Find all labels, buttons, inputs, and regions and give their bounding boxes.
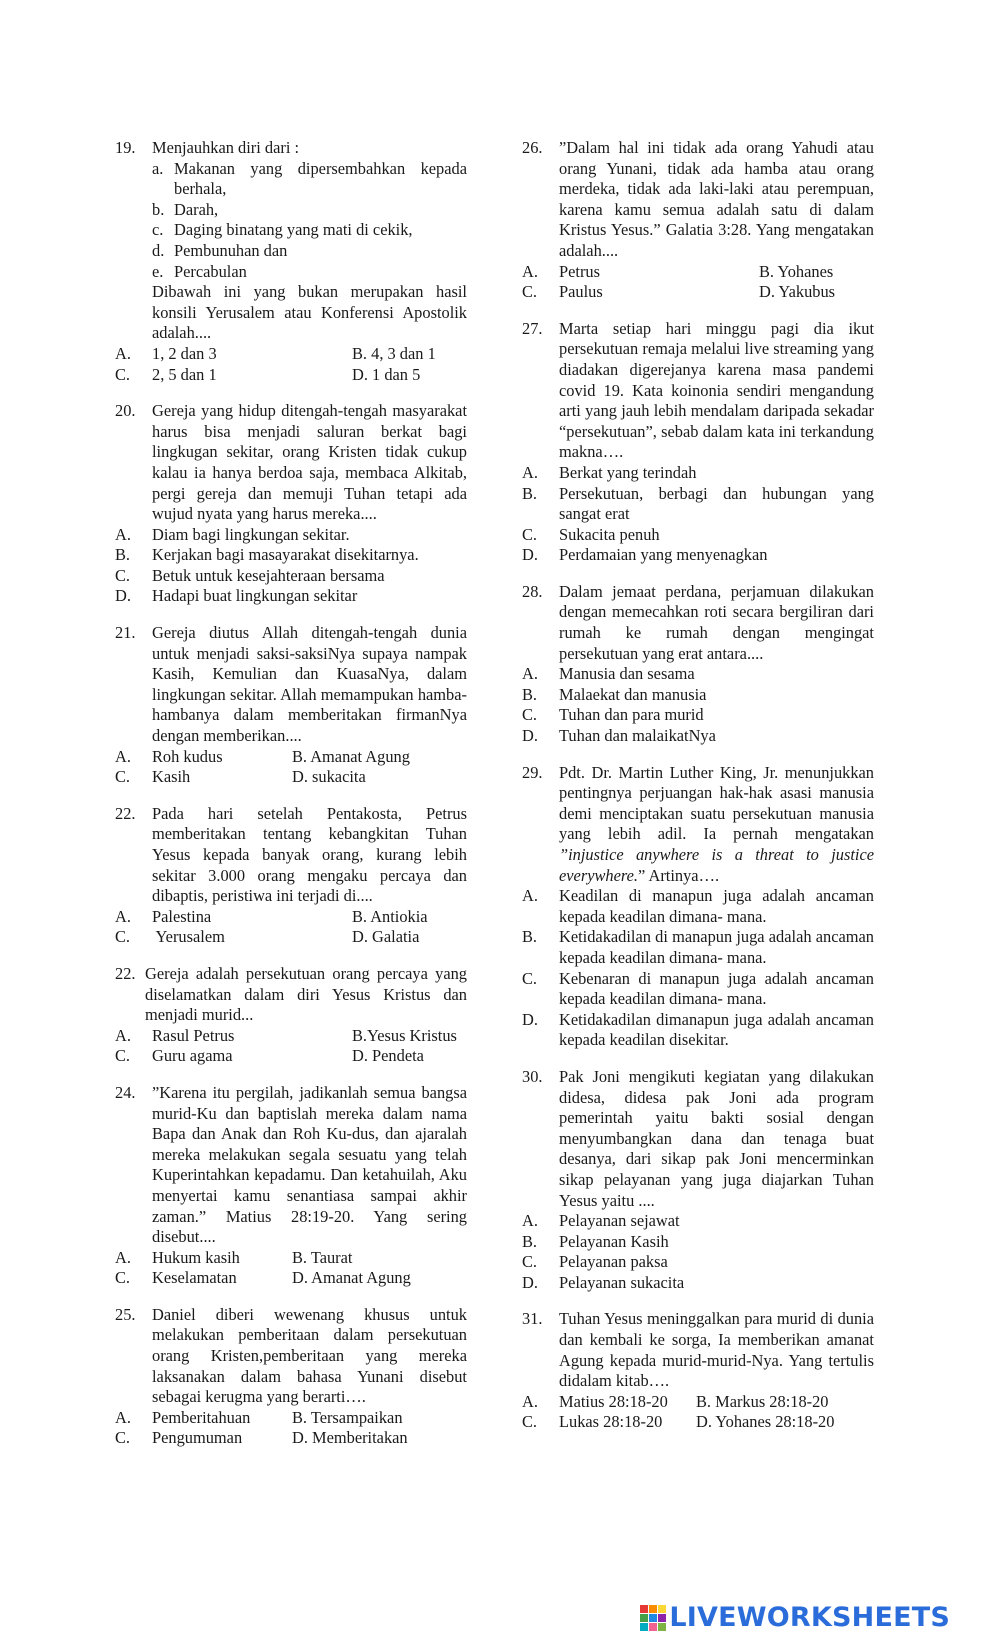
option-d[interactable]: D. Tuhan dan malaikatNya [522, 726, 716, 746]
option-b[interactable]: B. Markus 28:18-20 [696, 1391, 829, 1411]
question-text: ”Dalam hal ini tidak ada orang Yahudi atau orang Yunani, tidak ada hamba atau orang merdeka, tidak ada laki-laki atau perempuan, karena kamu semua adalah satu di dalam Kristus Yesus.” Galatia 3:28. Yang mengatakan adalah.... [559, 138, 874, 260]
option-row [115, 1026, 467, 1047]
option-c[interactable]: Keselamatan [152, 1268, 237, 1288]
option-c[interactable]: Pengumuman [152, 1428, 243, 1448]
question-text: Gereja diutus Allah ditengah-tengah dunia untuk menjadi saksi-saksiNya supaya nampak Kasih, Kemulian dan KuasaNya, dalam lingkungan sekitar. Allah memampukan hamba-hambanya dalam memberitakan firmanNya dengan memberikan.... [152, 623, 467, 746]
option-row [115, 747, 467, 768]
option-row [115, 927, 467, 948]
option-a[interactable]: Petrus [559, 261, 600, 281]
sub-item: b. Darah, [152, 199, 219, 219]
logo-cell [658, 1605, 666, 1613]
logo-cell [640, 1623, 648, 1631]
sub-item: a. Makanan yang dipersembahkan kepada berhala, [152, 158, 467, 199]
question-number: 29. [522, 762, 543, 782]
option-b[interactable]: B. Kerjakan bagi masayarakat disekitarnya. [115, 545, 419, 565]
question-number: 31. [522, 1309, 543, 1329]
question-number: 22. [115, 803, 136, 823]
question-text: Dalam jemaat perdana, perjamuan dilakukan dengan memecahkan roti secara bergiliran dari rumah ke rumah dengan mengingat persekutuan yang erat antara.... [559, 581, 874, 663]
option-d[interactable]: D. Pendeta [352, 1046, 424, 1066]
option-c[interactable]: C. Sukacita penuh [522, 524, 660, 544]
brand-text: LIVEWORKSHEETS [669, 1602, 950, 1633]
option-b[interactable]: B. Taurat [292, 1247, 353, 1267]
option-letter: C. [115, 1046, 131, 1066]
option-letter: A. [115, 746, 131, 766]
option-c[interactable]: 2, 5 dan 1 [152, 364, 217, 384]
option-row [115, 1408, 467, 1429]
option-d[interactable]: D. Yakubus [759, 282, 836, 302]
option-d[interactable]: D. Ketidakadilan dimanapun juga adalah ancaman kepada keadilan disekitar. [522, 1009, 874, 1050]
question-text: Menjauhkan diri dari : [152, 138, 300, 157]
option-letter: C. [522, 1412, 538, 1432]
question-number: 21. [115, 623, 136, 643]
question-24 [115, 1083, 467, 1289]
option-c[interactable]: C. Tuhan dan para murid [522, 705, 704, 725]
option-b[interactable]: B.Yesus Kristus [352, 1025, 457, 1045]
option-letter: A. [115, 1247, 131, 1267]
option-letter: A. [115, 906, 131, 926]
logo-cell [658, 1623, 666, 1631]
option-c[interactable]: Yerusalem [152, 927, 225, 947]
question-number: 28. [522, 581, 543, 601]
question-number: 22. [115, 963, 136, 983]
logo-cell [649, 1623, 657, 1631]
right-column [522, 138, 874, 1449]
sub-item-list [115, 159, 467, 283]
question-31 [522, 1309, 874, 1433]
option-letter: A. [522, 261, 538, 281]
option-d[interactable]: D. Amanat Agung [292, 1268, 411, 1288]
option-row [522, 262, 874, 283]
question-26 [522, 138, 874, 303]
question-number: 24. [115, 1082, 136, 1102]
option-c[interactable]: Guru agama [152, 1046, 233, 1066]
question-number: 30. [522, 1066, 543, 1086]
question-text: Pdt. Dr. Martin Luther King, Jr. menunjukkan pentingnya perjuangan hak-hak asasi manusia demi menciptakan suatu persekutuan manusia yang lebih adil. Ia pernah mengatakan ”injustice anywhere is a threat to justice everywhere.” Artinya…. [559, 762, 874, 885]
question-text: ”Karena itu pergilah, jadikanlah semua bangsa murid-Ku dan baptislah mereka dalam nama Bapa dan Anak dan Roh Ku-dus, dan ajaralah mereka melakukan segala sesuatu yang telah Kuperintahkan kepadamu. Dan ketahuilah, Aku menyertai kamu senantiasa sampai akhir zaman.” Matius 28:19-20. Yang sering disebut.... [152, 1082, 467, 1247]
option-b[interactable]: B. Tersampaikan [292, 1407, 403, 1427]
logo-grid-icon [640, 1605, 666, 1631]
option-b[interactable]: B. Ketidakadilan di manapun juga adalah ancaman kepada keadilan dimana- mana. [522, 927, 874, 967]
logo-cell [649, 1614, 657, 1622]
option-letter: A. [115, 343, 131, 363]
option-a[interactable]: Palestina [152, 906, 212, 926]
option-c[interactable]: Kasih [152, 767, 191, 787]
option-d[interactable]: D. Hadapi buat lingkungan sekitar [115, 586, 358, 606]
question-number: 26. [522, 138, 543, 157]
option-a[interactable]: Pemberitahuan [152, 1407, 251, 1427]
option-row [115, 1268, 467, 1289]
option-b[interactable]: B. Malaekat dan manusia [522, 684, 707, 704]
option-d[interactable]: D. Yohanes 28:18-20 [696, 1412, 835, 1432]
logo-cell [640, 1605, 648, 1613]
sub-item: d. Pembunuhan dan [152, 240, 288, 260]
logo-cell [649, 1605, 657, 1613]
option-d[interactable]: D. Perdamaian yang menyenagkan [522, 545, 768, 565]
question-text: Daniel diberi wewenang khusus untuk melakukan pemberitaan dalam persekutuan orang Kristen,pemberitaan yang mereka laksanakan dalam bahasa Yunani disebut sebagai kerugma yang berarti…. [152, 1304, 467, 1407]
question-text: Pak Joni mengikuti kegiatan yang dilakukan didesa, didesa pak Joni ada program pemerintah yaitu bakti sosial dengan menyumbangkan dana dan tenaga buat desanya, dari sikap pak Joni mencerminkan sikap pelayanan yang juga diajarkan Tuhan Yesus yaitu .... [559, 1066, 874, 1210]
option-b[interactable]: B. Amanat Agung [292, 746, 410, 766]
question-30 [522, 1067, 874, 1294]
option-row [115, 344, 467, 365]
question-20 [115, 401, 467, 607]
option-c[interactable]: C. Betuk untuk kesejahteraan bersama [115, 565, 385, 585]
option-letter: C. [115, 927, 131, 947]
option-row [522, 1392, 874, 1413]
option-b[interactable]: B. Antiokia [352, 906, 428, 926]
question-text: Gereja adalah persekutuan orang percaya yang diselamatkan dalam diri Yesus Kristus dan menjadi murid... [145, 963, 467, 1025]
option-a[interactable]: A. Diam bagi lingkungan sekitar. [115, 524, 350, 544]
option-c[interactable]: C. Pelayanan paksa [522, 1252, 668, 1272]
option-row [115, 365, 467, 386]
option-letter: C. [115, 1428, 131, 1448]
option-row [522, 282, 874, 303]
question-19 [115, 138, 467, 385]
option-letter: C. [115, 1268, 131, 1288]
question-25 [115, 1305, 467, 1449]
question-21 [115, 623, 467, 788]
question-text: Pada hari setelah Pentakosta, Petrus memberitakan tentang kebangkitan Tuhan Yesus kepada banyak orang, kurang lebih sekitar 3.000 orang mengaku percaya dan dibaptis, peristiwa ini terjadi di.... [152, 803, 467, 906]
option-letter: C. [115, 767, 131, 787]
question-22a [115, 804, 467, 948]
option-letter: A. [115, 1025, 131, 1045]
question-number: 25. [115, 1304, 136, 1324]
question-number: 20. [115, 401, 136, 421]
left-column [115, 138, 467, 1465]
option-a[interactable]: A. Manusia dan sesama [522, 664, 695, 684]
option-b[interactable]: B. 4, 3 dan 1 [352, 343, 436, 363]
question-22b [115, 964, 467, 1067]
option-d[interactable]: D. 1 dan 5 [352, 364, 421, 384]
option-d[interactable]: D. Pelayanan sukacita [522, 1272, 685, 1292]
question-29 [522, 763, 874, 1051]
option-row [115, 767, 467, 788]
option-d[interactable]: D. Galatia [352, 927, 420, 947]
option-a[interactable]: Hukum kasih [152, 1247, 240, 1267]
question-number: 27. [522, 318, 543, 338]
sub-item: e. Percabulan [152, 261, 247, 281]
option-d[interactable]: D. Memberitakan [292, 1428, 408, 1448]
option-a[interactable]: Rasul Petrus [152, 1025, 235, 1045]
question-27 [522, 319, 874, 566]
option-a[interactable]: Roh kudus [152, 746, 223, 766]
option-row [115, 907, 467, 928]
question-number: 19. [115, 138, 136, 157]
option-a[interactable]: Matius 28:18-20 [559, 1391, 668, 1411]
option-letter: C. [115, 364, 131, 384]
option-b[interactable]: B. Pelayanan Kasih [522, 1231, 669, 1251]
option-c[interactable]: Paulus [559, 282, 603, 302]
option-d[interactable]: D. sukacita [292, 767, 366, 787]
question-text: Marta setiap hari minggu pagi dia ikut persekutuan remaja melalui live streaming yang diadakan digerejanya karena masa pandemi covid 19. Kata koinonia sendiri mengandung arti yang jauh lebih mendalam daripada sekadar “persekutuan”, sebab dalam kata ini terkandung makna…. [559, 318, 874, 462]
option-row [115, 1248, 467, 1269]
question-text: Tuhan Yesus meninggalkan para murid di dunia dan kembali ke sorga, Ia memberikan amanat Agung kepada murid-murid-Nya. Yang tertulis didalam kitab…. [559, 1309, 874, 1391]
option-c[interactable]: Lukas 28:18-20 [559, 1412, 663, 1432]
sub-item: c. Daging binatang yang mati di cekik, [152, 220, 413, 240]
question-prompt: Dibawah ini yang bukan merupakan hasil konsili Yerusalem atau Konferensi Apostolik adalah.... [152, 282, 467, 343]
option-c[interactable]: C. Kebenaran di manapun juga adalah ancaman kepada keadilan dimana- mana. [522, 968, 874, 1009]
liveworksheets-logo [640, 1602, 950, 1633]
logo-cell [658, 1614, 666, 1622]
option-letter: C. [522, 282, 538, 302]
option-b[interactable]: B. Yohanes [759, 261, 834, 281]
option-a[interactable]: A. Keadilan di manapun juga adalah ancaman kepada keadilan dimana- mana. [522, 886, 874, 926]
question-28 [522, 582, 874, 747]
logo-cell [640, 1614, 648, 1622]
option-a[interactable]: 1, 2 dan 3 [152, 343, 217, 363]
option-b[interactable]: B. Persekutuan, berbagi dan hubungan yang sangat erat [522, 483, 874, 524]
option-a[interactable]: A. Pelayanan sejawat [522, 1211, 680, 1231]
question-text: Gereja yang hidup ditengah-tengah masyarakat harus bisa menjadi saluran berkat bagi lingkugan sekitar, orang Kristen tidak cukup kalau ia hanya berdoa saja, membaca Alkitab, pergi gereja dan memuji Tuhan tetapi ada wujud nyata yang harus mereka.... [152, 401, 467, 524]
option-letter: A. [115, 1407, 131, 1427]
quote-text: ”injustice anywhere is a threat to justice everywhere. [559, 845, 874, 885]
option-a[interactable]: A. Berkat yang terindah [522, 462, 697, 482]
option-letter: A. [522, 1391, 538, 1411]
option-row [115, 1428, 467, 1449]
option-row [522, 1412, 874, 1433]
option-row [115, 1046, 467, 1067]
